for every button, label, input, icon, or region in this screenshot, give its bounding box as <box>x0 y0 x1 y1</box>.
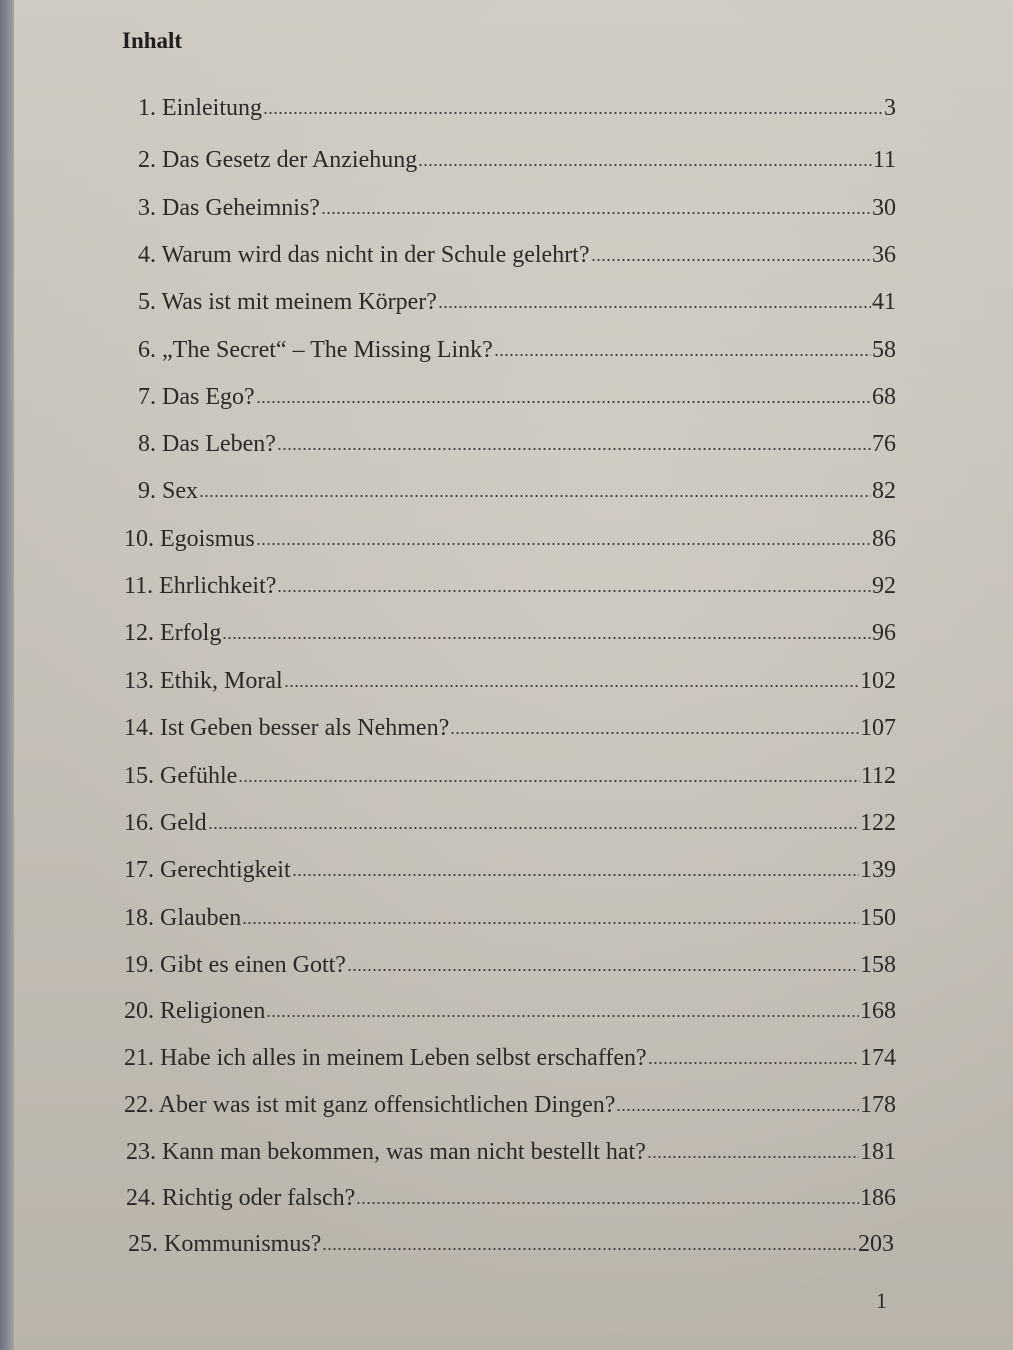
toc-entry <box>124 903 896 933</box>
toc-entry-title: 6. „The Secret“ – The Missing Link? <box>138 337 493 363</box>
toc-entry-title: 18. Glauben <box>124 905 242 931</box>
toc-entry <box>126 1137 896 1167</box>
toc-entry-page: 41 <box>872 289 896 315</box>
toc-entry-page: 96 <box>872 620 896 646</box>
toc-entry-page: 186 <box>860 1185 896 1211</box>
dot-leader <box>648 1061 859 1065</box>
toc-entry-title: 13. Ethik, Moral <box>124 668 283 694</box>
toc-entry-title: 19. Gibt es einen Gott? <box>124 952 346 978</box>
toc-entry-title: 23. Kann man bekommen, was man nicht bestellt hat? <box>126 1139 646 1165</box>
toc-entry-title: 12. Erfolg <box>124 620 222 646</box>
dot-leader <box>208 826 859 830</box>
toc-entry-title: 20. Religionen <box>124 998 266 1024</box>
toc-entry-title: 14. Ist Geben besser als Nehmen? <box>124 715 450 741</box>
toc-entry-page: 92 <box>872 573 896 599</box>
page-edge <box>0 0 14 1350</box>
toc-entry <box>124 571 896 601</box>
toc-entry <box>124 1090 896 1120</box>
dot-leader <box>284 684 859 688</box>
toc-entry-page: 58 <box>872 337 896 363</box>
toc-entry <box>138 476 896 506</box>
dot-leader <box>591 258 872 262</box>
toc-entry-page: 86 <box>872 526 896 552</box>
dot-leader <box>199 494 871 498</box>
toc-entry <box>124 761 896 791</box>
toc-entry <box>138 240 896 270</box>
dot-leader <box>347 968 859 972</box>
dot-leader <box>256 542 871 546</box>
dot-leader <box>321 211 871 215</box>
toc-entry-page: 139 <box>860 857 896 883</box>
toc-entry-title: 2. Das Gesetz der Anziehung <box>138 147 418 173</box>
toc-entry <box>124 524 896 554</box>
toc-entry <box>124 996 896 1026</box>
toc-entry-page: 30 <box>872 195 896 221</box>
toc-entry-title: 22. Aber was ist mit ganz offensichtlichen Dingen? <box>124 1092 616 1118</box>
dot-leader <box>356 1201 859 1205</box>
toc-entry-page: 112 <box>860 763 896 789</box>
page-number: 1 <box>876 1288 887 1313</box>
dot-leader <box>242 921 859 925</box>
toc-entry <box>138 335 896 365</box>
toc-entry-page: 178 <box>860 1092 896 1118</box>
toc-entry-page: 203 <box>858 1231 894 1257</box>
dot-leader <box>322 1247 857 1251</box>
toc-entry <box>138 145 896 175</box>
toc-entry-title: 8. Das Leben? <box>138 431 276 457</box>
toc-entry <box>124 713 896 743</box>
toc-entry-page: 150 <box>860 905 896 931</box>
dot-leader <box>222 636 871 640</box>
toc-entry <box>138 382 896 412</box>
toc-entry-page: 11 <box>872 147 896 173</box>
toc-entry-title: 25. Kommunismus? <box>128 1231 322 1257</box>
dot-leader <box>256 400 871 404</box>
toc-entry-title: 1. Einleitung <box>138 95 262 121</box>
toc-entry-page: 68 <box>872 384 896 410</box>
dot-leader <box>266 1014 859 1018</box>
toc-entry <box>138 429 896 459</box>
book-page <box>14 0 1013 1350</box>
toc-entry-title: 7. Das Ego? <box>138 384 255 410</box>
toc-entry-title: 21. Habe ich alles in meinem Leben selbst erschaffen? <box>124 1045 647 1071</box>
dot-leader <box>418 163 872 167</box>
toc-entry <box>124 618 896 648</box>
toc-entry-title: 3. Das Geheimnis? <box>138 195 320 221</box>
dot-leader <box>277 447 871 451</box>
toc-entry-page: 82 <box>872 478 896 504</box>
toc-entry <box>124 666 896 696</box>
toc-entry-page: 181 <box>860 1139 896 1165</box>
toc-entry-title: 4. Warum wird das nicht in der Schule gelehrt? <box>138 242 590 268</box>
toc-entry <box>128 1229 894 1259</box>
toc-entry <box>138 93 896 123</box>
toc-entry <box>124 855 896 885</box>
dot-leader <box>616 1108 859 1112</box>
toc-heading: Inhalt <box>122 28 183 53</box>
table-of-contents <box>14 0 1013 1350</box>
toc-entry-page: 107 <box>860 715 896 741</box>
toc-entry <box>124 808 896 838</box>
dot-leader <box>494 353 871 357</box>
toc-entry-page: 158 <box>860 952 896 978</box>
toc-entry-page: 102 <box>860 668 896 694</box>
toc-entry-page: 76 <box>872 431 896 457</box>
dot-leader <box>647 1155 859 1159</box>
toc-entry-title: 9. Sex <box>138 478 198 504</box>
toc-entry <box>124 950 896 980</box>
toc-entry <box>138 193 896 223</box>
toc-entry-page: 122 <box>860 810 896 836</box>
dot-leader <box>238 779 860 783</box>
toc-entry-page: 36 <box>872 242 896 268</box>
dot-leader <box>450 731 859 735</box>
toc-entry <box>138 287 896 317</box>
dot-leader <box>277 589 871 593</box>
dot-leader <box>438 305 871 309</box>
toc-entry-title: 17. Gerechtigkeit <box>124 857 291 883</box>
toc-entry-page: 174 <box>860 1045 896 1071</box>
dot-leader <box>292 873 859 877</box>
dot-leader <box>263 111 883 115</box>
toc-entry <box>124 1043 896 1073</box>
toc-entry-page: 3 <box>884 95 896 121</box>
toc-entry-title: 10. Egoismus <box>124 526 255 552</box>
toc-entry <box>126 1183 896 1213</box>
toc-entry-title: 24. Richtig oder falsch? <box>126 1185 356 1211</box>
toc-entry-page: 168 <box>860 998 896 1024</box>
toc-entry-title: 5. Was ist mit meinem Körper? <box>138 289 437 315</box>
toc-entry-title: 11. Ehrlichkeit? <box>124 573 277 599</box>
toc-entry-title: 15. Gefühle <box>124 763 238 789</box>
toc-entry-title: 16. Geld <box>124 810 207 836</box>
